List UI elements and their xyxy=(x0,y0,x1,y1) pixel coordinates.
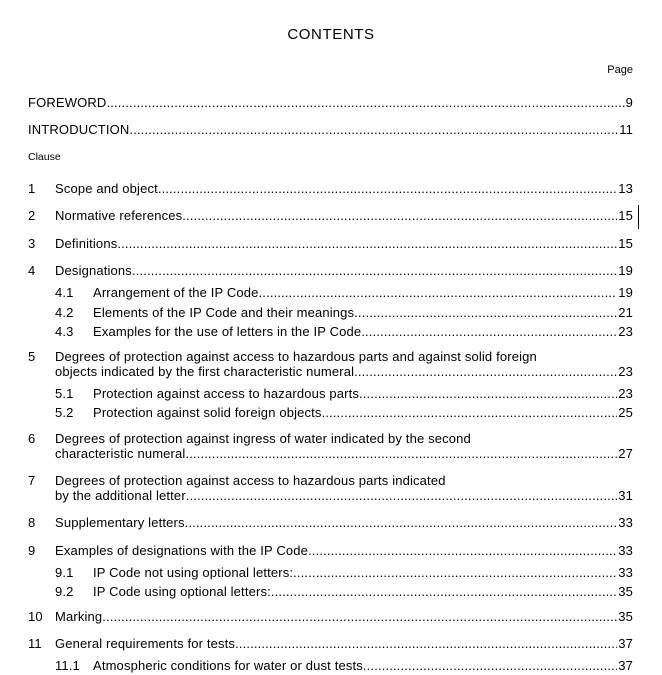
toc-entry-clause-5[interactable] xyxy=(0,349,662,365)
toc-entry-clause-4-2[interactable] xyxy=(0,305,662,321)
toc-entry-clause-5-1[interactable] xyxy=(0,386,662,402)
toc-entry-title: Normative references xyxy=(55,208,183,223)
toc-entry-title: Protection against access to hazardous parts xyxy=(93,386,360,401)
toc-entry-clause-3[interactable] xyxy=(0,236,662,252)
toc-entry-page: 15 xyxy=(618,236,633,251)
clause-number: 11 xyxy=(28,636,42,651)
toc-entry-clause-7[interactable] xyxy=(0,473,662,489)
toc-entry-page: 37 xyxy=(618,658,633,673)
toc-entry-title: Elements of the IP Code and their meanings xyxy=(93,305,355,320)
clause-number: 3 xyxy=(28,236,36,251)
toc-entry-page: 21 xyxy=(618,305,633,320)
clause-number: 4.1 xyxy=(55,285,74,300)
toc-entry-title: General requirements for tests xyxy=(55,636,236,651)
toc-entry-clause-10[interactable] xyxy=(0,609,662,625)
toc-entry-title-line1: Degrees of protection against ingress of water indicated by the second xyxy=(55,431,471,446)
toc-entry-title: Arrangement of the IP Code xyxy=(93,285,259,300)
toc-entry-page: 11 xyxy=(619,122,633,137)
toc-entry-clause-9-1[interactable] xyxy=(0,565,662,581)
clause-number: 9 xyxy=(28,543,36,558)
toc-entry-title: Designations xyxy=(55,263,132,278)
toc-entry-title: IP Code not using optional letters: xyxy=(93,565,294,580)
toc-entry-page: 27 xyxy=(618,446,633,461)
toc-entry-page: 35 xyxy=(618,584,633,599)
toc-entry-clause-4[interactable] xyxy=(0,263,662,279)
toc-entry-page: 19 xyxy=(618,263,633,278)
toc-entry-page: 33 xyxy=(618,515,633,530)
toc-entry-title: objects indicated by the first characteristic numeral xyxy=(55,364,355,379)
toc-entry-page: 19 xyxy=(618,285,633,300)
toc-entry-page: 23 xyxy=(618,386,633,401)
clause-number: 7 xyxy=(28,473,36,488)
toc-entry-page: 35 xyxy=(618,609,633,624)
toc-entry-clause-5-2[interactable] xyxy=(0,405,662,421)
clause-number: 9.1 xyxy=(55,565,74,580)
toc-entry-clause-5-cont[interactable] xyxy=(0,364,662,380)
toc-entry-clause-7-cont[interactable] xyxy=(0,488,662,504)
toc-entry-title-line1: Degrees of protection against access to hazardous parts and against solid foreign xyxy=(55,349,537,364)
toc-entry-page: 31 xyxy=(618,488,633,503)
revision-change-bar xyxy=(638,205,639,229)
toc-entry-title: Supplementary letters xyxy=(55,515,185,530)
clause-number: 8 xyxy=(28,515,36,530)
toc-entry-clause-9-2[interactable] xyxy=(0,584,662,600)
toc-entry-clause-6-cont[interactable] xyxy=(0,446,662,462)
toc-title: CONTENTS xyxy=(287,26,375,43)
clause-number: 4.3 xyxy=(55,324,74,339)
toc-entry-clause-11[interactable] xyxy=(0,636,662,652)
toc-entry-page: 25 xyxy=(618,405,633,420)
toc-entry-title: FOREWORD xyxy=(28,95,107,110)
toc-entry-title: Marking xyxy=(55,609,103,624)
toc-entry-title: Atmospheric conditions for water or dust tests xyxy=(93,658,363,673)
toc-entry-title: Examples for the use of letters in the IP Code xyxy=(93,324,362,339)
toc-entry-clause-2[interactable] xyxy=(0,208,662,224)
toc-entry-foreword[interactable] xyxy=(0,95,662,111)
clause-number: 11.1 xyxy=(55,658,80,673)
toc-entry-title: INTRODUCTION xyxy=(28,122,130,137)
toc-entry-title: IP Code using optional letters: xyxy=(93,584,271,599)
toc-entry-page: 37 xyxy=(618,636,633,651)
toc-entry-title: by the additional letter xyxy=(55,488,186,503)
toc-entry-page: 33 xyxy=(618,565,633,580)
clause-number: 9.2 xyxy=(55,584,74,599)
clause-number: 4 xyxy=(28,263,36,278)
toc-entry-page: 23 xyxy=(618,364,633,379)
clause-number: 10 xyxy=(28,609,43,624)
toc-entry-clause-9[interactable] xyxy=(0,543,662,559)
toc-entry-clause-1[interactable] xyxy=(0,181,662,197)
toc-entry-page: 9 xyxy=(625,95,633,110)
toc-entry-title: Scope and object xyxy=(55,181,158,196)
toc-entry-introduction[interactable] xyxy=(0,122,662,138)
clause-number: 6 xyxy=(28,431,36,446)
clause-number: 1 xyxy=(28,181,36,196)
toc-entry-title: Examples of designations with the IP Code xyxy=(55,543,309,558)
clause-column-header: Clause xyxy=(28,151,61,163)
toc-entry-page: 23 xyxy=(618,324,633,339)
toc-entry-clause-4-1[interactable] xyxy=(0,285,662,301)
toc-entry-clause-4-3[interactable] xyxy=(0,324,662,340)
toc-entry-title: characteristic numeral xyxy=(55,446,186,461)
toc-entry-page: 13 xyxy=(618,181,633,196)
toc-entry-title-line1: Degrees of protection against access to hazardous parts indicated xyxy=(55,473,446,488)
toc-entry-clause-6[interactable] xyxy=(0,431,662,447)
toc-entry-title: Protection against solid foreign objects xyxy=(93,405,322,420)
clause-number: 2 xyxy=(28,208,36,223)
clause-number: 5.1 xyxy=(55,386,74,401)
clause-number: 4.2 xyxy=(55,305,74,320)
clause-number: 5 xyxy=(28,349,36,364)
clause-number: 5.2 xyxy=(55,405,74,420)
toc-entry-title: Definitions xyxy=(55,236,118,251)
toc-entry-page: 33 xyxy=(618,543,633,558)
toc-entry-page: 15 xyxy=(618,208,633,223)
toc-entry-clause-11-1[interactable] xyxy=(0,658,662,674)
page-column-header: Page xyxy=(607,64,633,76)
toc-entry-clause-8[interactable] xyxy=(0,515,662,531)
